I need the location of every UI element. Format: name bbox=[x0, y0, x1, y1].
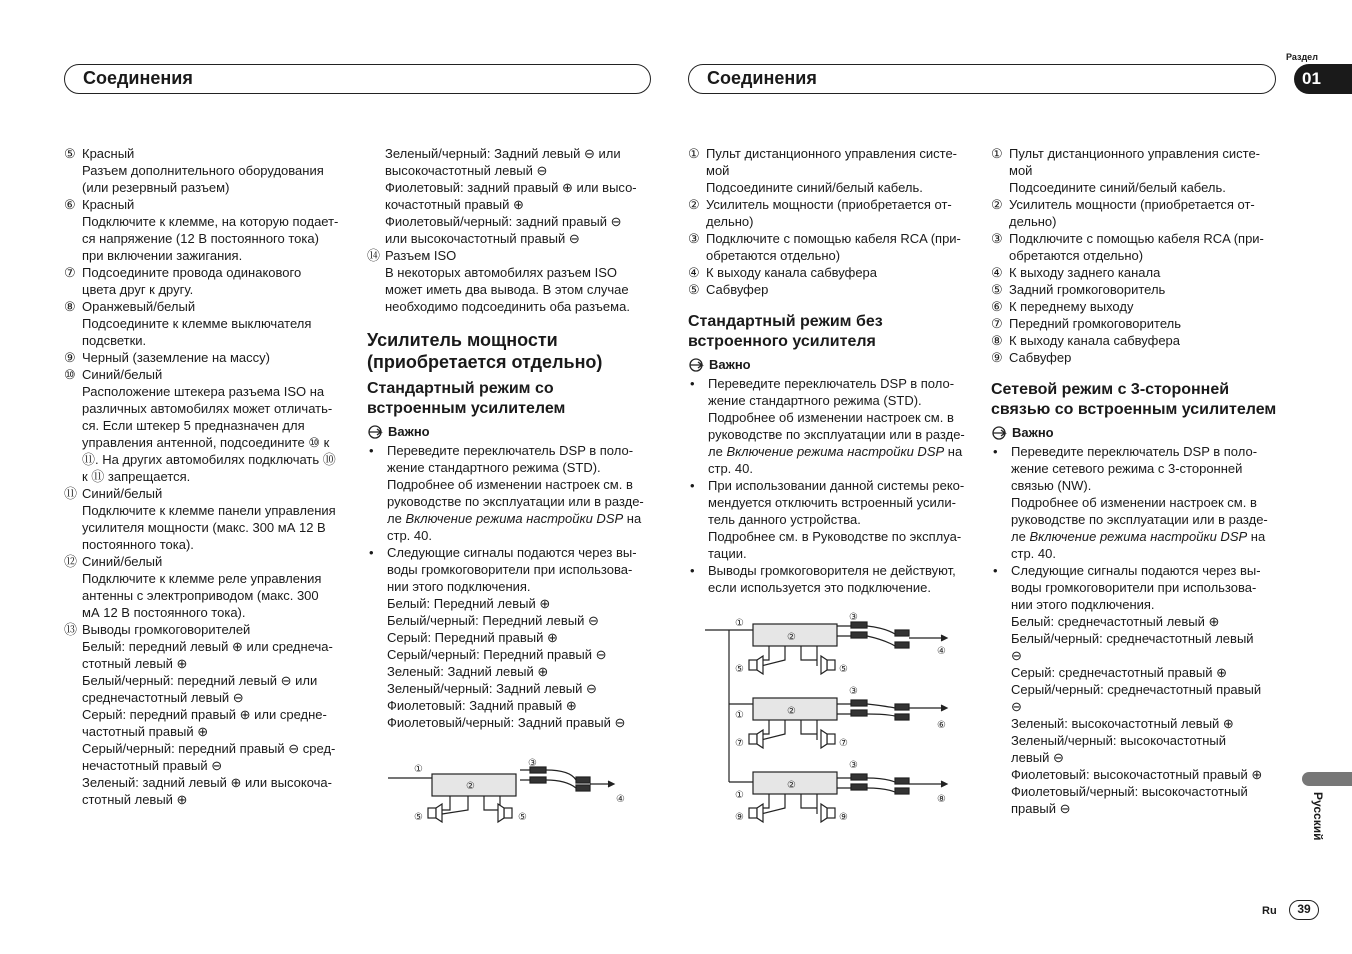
item-line: Синий/белый bbox=[82, 367, 163, 382]
text-line: • Переведите переключатель DSP в поло- bbox=[708, 376, 955, 391]
item-line: Подключите к клемме, на которую подает- bbox=[82, 214, 339, 229]
diagram-label: ⑨ bbox=[839, 812, 848, 823]
item-line: Синий/белый bbox=[82, 554, 163, 569]
language-tab bbox=[1302, 772, 1352, 786]
item-line: различных автомобилях может отличать- bbox=[82, 401, 333, 416]
text-line: • Следующие сигналы подаются через вы- bbox=[1011, 563, 1261, 578]
text-line: Подробнее об изменении настроек см. в bbox=[708, 410, 954, 425]
item-line: Разъем дополнительного оборудования bbox=[82, 163, 324, 178]
item-line: Выводы громкоговорителей bbox=[82, 622, 251, 637]
list-item bbox=[64, 366, 354, 485]
text-line: мендуется отключить встроенный усили- bbox=[708, 495, 956, 510]
diagram-label: ⑤ bbox=[839, 664, 848, 675]
list-item bbox=[64, 264, 354, 298]
item-line: мА 12 В постоянного тока). bbox=[82, 605, 246, 620]
item-line: к ⑪ запрещается. bbox=[82, 469, 191, 484]
item-line: Черный (заземление на массу) bbox=[82, 350, 270, 365]
header-title: Соединения bbox=[83, 68, 193, 88]
text-line: тель данного устройства. bbox=[708, 512, 861, 527]
text-line: Подробнее об изменении настроек см. в bbox=[387, 477, 633, 492]
item-number: ③ bbox=[991, 231, 1003, 246]
text-line: Зеленый: высокочастотный левый ⊕ bbox=[1011, 716, 1234, 731]
diagram-label: ③ bbox=[849, 760, 858, 771]
column-1 bbox=[64, 145, 354, 808]
item-number: ⑫ bbox=[64, 554, 78, 569]
item-number: ③ bbox=[688, 231, 700, 246]
text-line: если используется это подключение. bbox=[708, 580, 931, 595]
item-line: Расположение штекера разъема ISO на bbox=[82, 384, 325, 399]
item-line: Серый/черный: передний правый ⊖ сред- bbox=[82, 741, 336, 756]
diagram-label: ① bbox=[735, 790, 744, 801]
important-note: Важно bbox=[991, 424, 1281, 441]
item-number: ⑪ bbox=[64, 486, 78, 501]
item-line: Подсоедините синий/белый кабель. bbox=[1009, 180, 1226, 195]
item-number: ⑩ bbox=[64, 367, 76, 382]
text-line: Зеленый/черный: Задний левый ⊖ или bbox=[385, 146, 621, 161]
text-line: Зеленый/черный: Задний левый ⊖ bbox=[387, 681, 597, 696]
list-item bbox=[991, 264, 1281, 281]
item-line: Подключите с помощью кабеля RCA (при- bbox=[706, 231, 961, 246]
text-line: Фиолетовый: задний правый ⊕ или высо- bbox=[385, 180, 637, 195]
diagram-label: ③ bbox=[528, 758, 537, 769]
list-item bbox=[688, 230, 978, 264]
text-line: руководстве по эксплуатации или в разде- bbox=[1011, 512, 1268, 527]
item-line: Подсоедините синий/белый кабель. bbox=[706, 180, 923, 195]
diagram-label: ⑤ bbox=[518, 812, 527, 823]
section-header-left bbox=[64, 64, 651, 94]
item-number: ⑬ bbox=[64, 622, 78, 637]
text-line: Фиолетовый/черный: Задний правый ⊖ bbox=[387, 715, 626, 730]
list-item bbox=[64, 145, 354, 196]
item-number: ② bbox=[688, 197, 700, 212]
item-line: мой bbox=[1009, 163, 1033, 178]
item-line: ся напряжение (12 В постоянного тока) bbox=[82, 231, 319, 246]
language-code: Ru bbox=[1262, 905, 1277, 917]
language-label: Русский bbox=[1311, 792, 1325, 841]
list-item bbox=[991, 298, 1281, 315]
list-item bbox=[64, 349, 354, 366]
item-line: Подсоедините провода одинакового bbox=[82, 265, 302, 280]
item-line: стотный левый ⊕ bbox=[82, 792, 188, 807]
text-line: Фиолетовый: высокочастотный правый ⊕ bbox=[1011, 767, 1263, 782]
section-heading: Усилитель мощности (приобретается отдельно) bbox=[367, 330, 603, 372]
item-line: частотный правый ⊕ bbox=[82, 724, 209, 739]
important-icon bbox=[688, 358, 706, 372]
bullet-item bbox=[688, 562, 978, 596]
text-line: воды громкоговорители при использова- bbox=[1011, 580, 1257, 595]
item-line: цвета друг к другу. bbox=[82, 282, 194, 297]
section-label: Раздел bbox=[1286, 52, 1318, 62]
item-line: Подсоедините к клемме выключателя bbox=[82, 316, 312, 331]
list-item bbox=[64, 621, 354, 808]
item-number: ② bbox=[991, 197, 1003, 212]
text-line: кочастотный правый ⊕ bbox=[385, 197, 524, 212]
item-number: ⑨ bbox=[64, 350, 76, 365]
text-line: • Переведите переключатель DSP в поло- bbox=[387, 443, 634, 458]
list-item bbox=[991, 281, 1281, 298]
bullet-item: • Переведите переключатель DSP в поло- жение стандартного режима (STD). Подробнее об изменении настроек см. в руководстве по эксплуатации или в разде- ле Включение режима настройки DSP на стр. 40. bbox=[367, 442, 657, 544]
diagram-label: ④ bbox=[937, 646, 946, 657]
item-number: ④ bbox=[688, 265, 700, 280]
item-line: стотный левый ⊕ bbox=[82, 656, 188, 671]
text-line: Белый/черный: Передний левый ⊖ bbox=[387, 613, 599, 628]
column-3 bbox=[688, 145, 978, 596]
item-line: управления антенной, подсоедините ⑩ к bbox=[82, 435, 330, 450]
important-note: Важно bbox=[688, 356, 978, 373]
bullet-item bbox=[688, 477, 978, 562]
diagram-label: ⑤ bbox=[735, 664, 744, 675]
bullet-item bbox=[367, 544, 657, 731]
diagram-label: ⑤ bbox=[414, 812, 423, 823]
item-line: Задний громкоговоритель bbox=[1009, 282, 1166, 297]
text-line: Серый: Передний правый ⊕ bbox=[387, 630, 558, 645]
page-number: 39 bbox=[1289, 900, 1319, 920]
text-line: • Следующие сигналы подаются через вы- bbox=[387, 545, 637, 560]
item-line: Усилитель мощности (приобретается от- bbox=[706, 197, 952, 212]
diagram-label: ③ bbox=[849, 612, 858, 623]
text-line: ⊖ bbox=[1011, 648, 1022, 663]
bullet-item: • Переведите переключатель DSP в поло- жение стандартного режима (STD). Подробнее об изменении настроек см. в руководстве по эксплуатации или в разде- ле Включение режима настройки DSP на стр. 40. bbox=[688, 375, 978, 477]
header-title: Соединения bbox=[707, 68, 817, 88]
text-line: нии этого подключения. bbox=[1011, 597, 1155, 612]
list-item bbox=[991, 332, 1281, 349]
text-line: Зеленый/черный: высокочастотный bbox=[1011, 733, 1227, 748]
list-item bbox=[64, 196, 354, 264]
text-line: может иметь два вывода. В этом случае bbox=[385, 282, 629, 297]
text-line: Белый: Передний левый ⊕ bbox=[387, 596, 551, 611]
text-line: правый ⊖ bbox=[1011, 801, 1071, 816]
item-number: ① bbox=[688, 146, 700, 161]
text-line: • Выводы громкоговорителя не действуют, bbox=[708, 563, 956, 578]
item-line: Сабвуфер bbox=[706, 282, 769, 297]
item-line: К переднему выходу bbox=[1009, 299, 1134, 314]
text-line: Серый/черный: Передний правый ⊖ bbox=[387, 647, 607, 662]
text-line: • При использовании данной системы реко- bbox=[708, 478, 965, 493]
item-line: Сабвуфер bbox=[1009, 350, 1072, 365]
item-number: ⑤ bbox=[688, 282, 700, 297]
item-line: Подключите к клемме панели управления bbox=[82, 503, 336, 518]
text-line: Белый/черный: среднечастотный левый bbox=[1011, 631, 1254, 646]
item-line: дельно) bbox=[1009, 214, 1057, 229]
item-line: постоянного тока). bbox=[82, 537, 194, 552]
subsection-heading: Стандартный режим со встроенным усилителем bbox=[367, 380, 566, 417]
text-line: Серый/черный: среднечастотный правый bbox=[1011, 682, 1262, 697]
list-item bbox=[991, 315, 1281, 332]
item-line: обретаются отдельно) bbox=[706, 248, 841, 263]
text-line: или высокочастотный правый ⊖ bbox=[385, 231, 580, 246]
subsection-heading: Сетевой режим с 3-сторонней связью со встроенным усилителем bbox=[991, 381, 1277, 418]
item-line: мой bbox=[706, 163, 730, 178]
list-item bbox=[991, 196, 1281, 230]
list-item bbox=[991, 349, 1281, 366]
list-item: ⑭ Разъем ISO В некоторых автомобилях разъем ISO может иметь два вывода. В этом случае необходимо подсоединить оба разъема. bbox=[367, 247, 657, 315]
item-line: Пульт дистанционного управления систе- bbox=[1009, 146, 1260, 161]
text-line: необходимо подсоединить оба разъема. bbox=[385, 299, 630, 314]
bullet-item: • Переведите переключатель DSP в поло- жение сетевого режима с 3-сторонней связью (NW). Подробнее об изменении настроек см. в руководстве по эксплуатации или в разде- ле Включение режима настройки DSP на стр. 40. bbox=[991, 443, 1281, 562]
diagram-label: ② bbox=[787, 706, 796, 717]
wiring-diagram-2 bbox=[705, 612, 965, 832]
text-line: ⊖ bbox=[1011, 699, 1022, 714]
item-number: ⑥ bbox=[991, 299, 1003, 314]
list-item bbox=[688, 281, 978, 298]
diagram-label: ⑧ bbox=[937, 794, 946, 805]
text-line: Фиолетовый/черный: задний правый ⊖ bbox=[385, 214, 622, 229]
item-line: Подключите с помощью кабеля RCA (при- bbox=[1009, 231, 1264, 246]
section-number-tab: 01 bbox=[1294, 64, 1352, 94]
item-line: ⑪. На других автомобилях подключать ⑩ bbox=[82, 452, 336, 467]
diagram-label: ② bbox=[466, 781, 475, 792]
item-line: Красный bbox=[82, 146, 135, 161]
item-number: ⑦ bbox=[991, 316, 1003, 331]
item-line: усилителя мощности (макс. 300 мА 12 В bbox=[82, 520, 326, 535]
item-line: Передний громкоговоритель bbox=[1009, 316, 1181, 331]
bullet-item bbox=[991, 562, 1281, 817]
important-note: Важно bbox=[367, 423, 657, 440]
list-item bbox=[688, 145, 978, 196]
item-number: ⑧ bbox=[991, 333, 1003, 348]
diagram-label: ⑥ bbox=[937, 720, 946, 731]
item-line: дельно) bbox=[706, 214, 754, 229]
text-line: Фиолетовый: Задний правый ⊕ bbox=[387, 698, 577, 713]
item-number: ① bbox=[991, 146, 1003, 161]
column-4 bbox=[991, 145, 1281, 817]
item-number: ⑦ bbox=[64, 265, 76, 280]
item-line: Синий/белый bbox=[82, 486, 163, 501]
item-line: при включении зажигания. bbox=[82, 248, 243, 263]
text-line: нии этого подключения. bbox=[387, 579, 531, 594]
item-line: Подключите к клемме реле управления bbox=[82, 571, 322, 586]
list-item bbox=[991, 230, 1281, 264]
item-line: Усилитель мощности (приобретается от- bbox=[1009, 197, 1255, 212]
continued-list bbox=[367, 145, 657, 247]
text-line: руководстве по эксплуатации или в разде- bbox=[387, 494, 644, 509]
wiring-diagram-1 bbox=[380, 758, 640, 838]
list-item bbox=[688, 196, 978, 230]
item-number: ⑤ bbox=[991, 282, 1003, 297]
diagram-label: ① bbox=[735, 618, 744, 629]
item-line: Пульт дистанционного управления систе- bbox=[706, 146, 957, 161]
diagram-label: ⑦ bbox=[735, 738, 744, 749]
text-line: Зеленый: Задний левый ⊕ bbox=[387, 664, 549, 679]
list-item bbox=[64, 553, 354, 621]
item-line: ся. Если штекер 5 предназначен для bbox=[82, 418, 305, 433]
text-line: Подробнее об изменении настроек см. в bbox=[1011, 495, 1257, 510]
item-line: Красный bbox=[82, 197, 135, 212]
text-line: жение стандартного режима (STD). bbox=[708, 393, 922, 408]
text-line: жение сетевого режима с 3-сторонней bbox=[1011, 461, 1243, 476]
text-line: руководстве по эксплуатации или в разде- bbox=[708, 427, 965, 442]
text-line: воды громкоговорители при использова- bbox=[387, 562, 633, 577]
text-line: В некоторых автомобилях разъем ISO bbox=[385, 265, 617, 280]
column-2 bbox=[367, 145, 657, 731]
item-line: Зеленый: задний левый ⊕ или высокоча- bbox=[82, 775, 332, 790]
text-line: Серый: среднечастотный правый ⊕ bbox=[1011, 665, 1228, 680]
list-item bbox=[64, 298, 354, 349]
list-item bbox=[688, 264, 978, 281]
item-line: подсветки. bbox=[82, 333, 147, 348]
text-line: жение стандартного режима (STD). bbox=[387, 460, 601, 475]
item-line: Оранжевый/белый bbox=[82, 299, 196, 314]
important-icon bbox=[991, 426, 1009, 440]
item-number: ⑧ bbox=[64, 299, 76, 314]
item-number: ⑨ bbox=[991, 350, 1003, 365]
text-line: Фиолетовый/черный: высокочастотный bbox=[1011, 784, 1248, 799]
diagram-label: ⑦ bbox=[839, 738, 848, 749]
diagram-label: ① bbox=[735, 710, 744, 721]
item-line: антенны с электроприводом (макс. 300 bbox=[82, 588, 319, 603]
item-line: (или резервный разъем) bbox=[82, 180, 230, 195]
item-line: К выходу канала сабвуфера bbox=[706, 265, 878, 280]
text-line: Подробнее см. в Руководстве по эксплуа- bbox=[708, 529, 962, 544]
important-icon bbox=[367, 425, 385, 439]
item-line: обретаются отдельно) bbox=[1009, 248, 1144, 263]
text-line: связью (NW). bbox=[1011, 478, 1092, 493]
diagram-label: ② bbox=[787, 780, 796, 791]
text-line: Разъем ISO bbox=[385, 248, 457, 263]
diagram-label: ② bbox=[787, 632, 796, 643]
item-line: среднечастотный левый ⊖ bbox=[82, 690, 244, 705]
subsection-heading: Стандартный режим без встроенного усилителя bbox=[688, 313, 883, 350]
item-line: нечастотный правый ⊖ bbox=[82, 758, 223, 773]
section-header-right bbox=[688, 64, 1276, 94]
item-number: ⑥ bbox=[64, 197, 76, 212]
item-line: Серый: передний правый ⊕ или средне- bbox=[82, 707, 327, 722]
text-line: высокочастотный левый ⊖ bbox=[385, 163, 548, 178]
text-line: Белый: среднечастотный левый ⊕ bbox=[1011, 614, 1220, 629]
list-item bbox=[64, 485, 354, 553]
item-line: Белый/черный: передний левый ⊖ или bbox=[82, 673, 318, 688]
diagram-label: ① bbox=[414, 764, 423, 775]
text-line: • Переведите переключатель DSP в поло- bbox=[1011, 444, 1258, 459]
item-number: ⑤ bbox=[64, 146, 76, 161]
diagram-label: ③ bbox=[849, 686, 858, 697]
item-line: К выходу канала сабвуфера bbox=[1009, 333, 1181, 348]
diagram-label: ④ bbox=[616, 794, 625, 805]
text-line: левый ⊖ bbox=[1011, 750, 1064, 765]
text-line: тации. bbox=[708, 546, 747, 561]
item-line: Белый: передний левый ⊕ или среднеча- bbox=[82, 639, 333, 654]
list-item bbox=[991, 145, 1281, 196]
item-line: К выходу заднего канала bbox=[1009, 265, 1161, 280]
item-number: ④ bbox=[991, 265, 1003, 280]
diagram-label: ⑨ bbox=[735, 812, 744, 823]
